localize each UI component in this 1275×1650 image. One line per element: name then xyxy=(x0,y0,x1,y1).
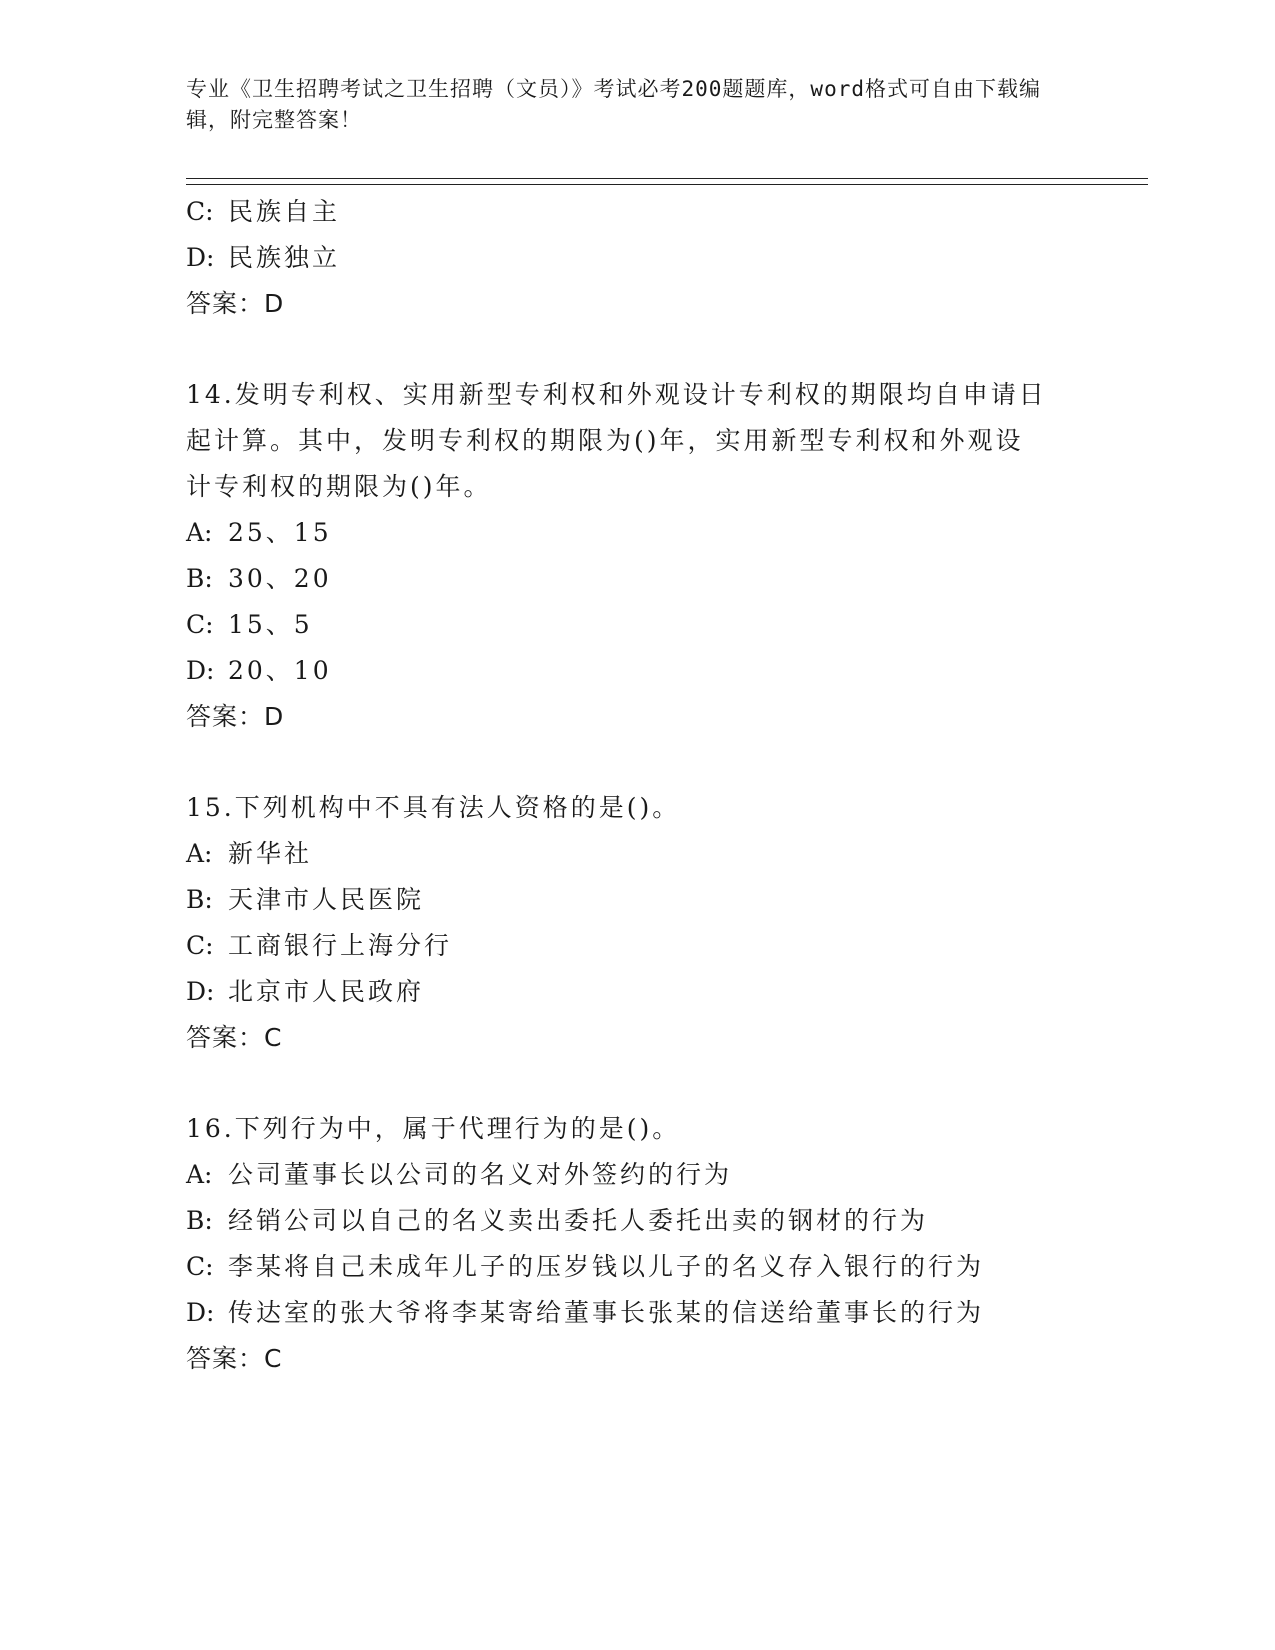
question-line: 16.下列行为中，属于代理行为的是()。 xyxy=(186,1114,681,1143)
question-line: 15.下列机构中不具有法人资格的是()。 xyxy=(186,793,681,822)
option-text: 30、20 xyxy=(228,564,332,593)
question-block-15 xyxy=(186,785,1086,1061)
option-row xyxy=(186,1198,1086,1244)
option-row xyxy=(186,648,1086,694)
option-label: D: xyxy=(186,243,215,272)
option-row xyxy=(186,556,1086,602)
question-line: 14.发明专利权、实用新型专利权和外观设计专利权的期限均自申请日 xyxy=(186,380,1047,409)
answer-line: 答案：C xyxy=(186,1344,283,1373)
prev-question-block xyxy=(186,189,1086,327)
option-row xyxy=(186,1152,1086,1198)
option-text: 北京市人民政府 xyxy=(228,977,425,1006)
answer-line: 答案：C xyxy=(186,1023,283,1052)
option-text: 工商银行上海分行 xyxy=(228,931,453,960)
option-label: A: xyxy=(186,839,213,868)
option-text: 民族独立 xyxy=(228,243,341,272)
question-line: 计专利权的期限为()年。 xyxy=(186,472,492,501)
answer-line: 答案：D xyxy=(186,289,285,318)
document-body xyxy=(186,189,1086,1382)
option-row xyxy=(186,969,1086,1015)
option-row xyxy=(186,189,1086,235)
question-block-16 xyxy=(186,1106,1086,1382)
option-text: 公司董事长以公司的名义对外签约的行为 xyxy=(228,1160,733,1189)
option-label: A: xyxy=(186,1160,213,1189)
option-text: 25、15 xyxy=(228,518,332,547)
option-label: A: xyxy=(186,518,213,547)
question-line: 起计算。其中，发明专利权的期限为()年，实用新型专利权和外观设 xyxy=(186,426,1024,455)
header-divider-top xyxy=(186,178,1148,179)
option-row xyxy=(186,1244,1086,1290)
option-row xyxy=(186,510,1086,556)
document-header: 专业《卫生招聘考试之卫生招聘（文员）》考试必考200题题库，word格式可自由下载编辑，附完整答案！ xyxy=(186,77,1041,132)
option-text: 天津市人民医院 xyxy=(228,885,425,914)
option-text: 20、10 xyxy=(228,656,332,685)
option-row xyxy=(186,1290,1086,1336)
question-block-14 xyxy=(186,372,1086,740)
option-row xyxy=(186,602,1086,648)
option-label: C: xyxy=(186,610,214,639)
answer-line: 答案：D xyxy=(186,702,285,731)
header-divider-bottom xyxy=(186,184,1148,185)
option-row xyxy=(186,877,1086,923)
option-row xyxy=(186,831,1086,877)
option-text: 民族自主 xyxy=(228,197,341,226)
option-label: D: xyxy=(186,977,215,1006)
option-text: 传达室的张大爷将李某寄给董事长张某的信送给董事长的行为 xyxy=(228,1298,985,1327)
option-text: 15、5 xyxy=(228,610,313,639)
option-label: B: xyxy=(186,885,213,914)
option-text: 经销公司以自己的名义卖出委托人委托出卖的钢材的行为 xyxy=(228,1206,929,1235)
option-row xyxy=(186,235,1086,281)
option-label: D: xyxy=(186,656,215,685)
option-label: C: xyxy=(186,931,214,960)
option-label: C: xyxy=(186,1252,214,1281)
option-row xyxy=(186,923,1086,969)
option-text: 新华社 xyxy=(228,839,313,868)
option-label: C: xyxy=(186,197,214,226)
option-text: 李某将自己未成年儿子的压岁钱以儿子的名义存入银行的行为 xyxy=(228,1252,985,1281)
option-label: D: xyxy=(186,1298,215,1327)
option-label: B: xyxy=(186,564,213,593)
option-label: B: xyxy=(186,1206,213,1235)
